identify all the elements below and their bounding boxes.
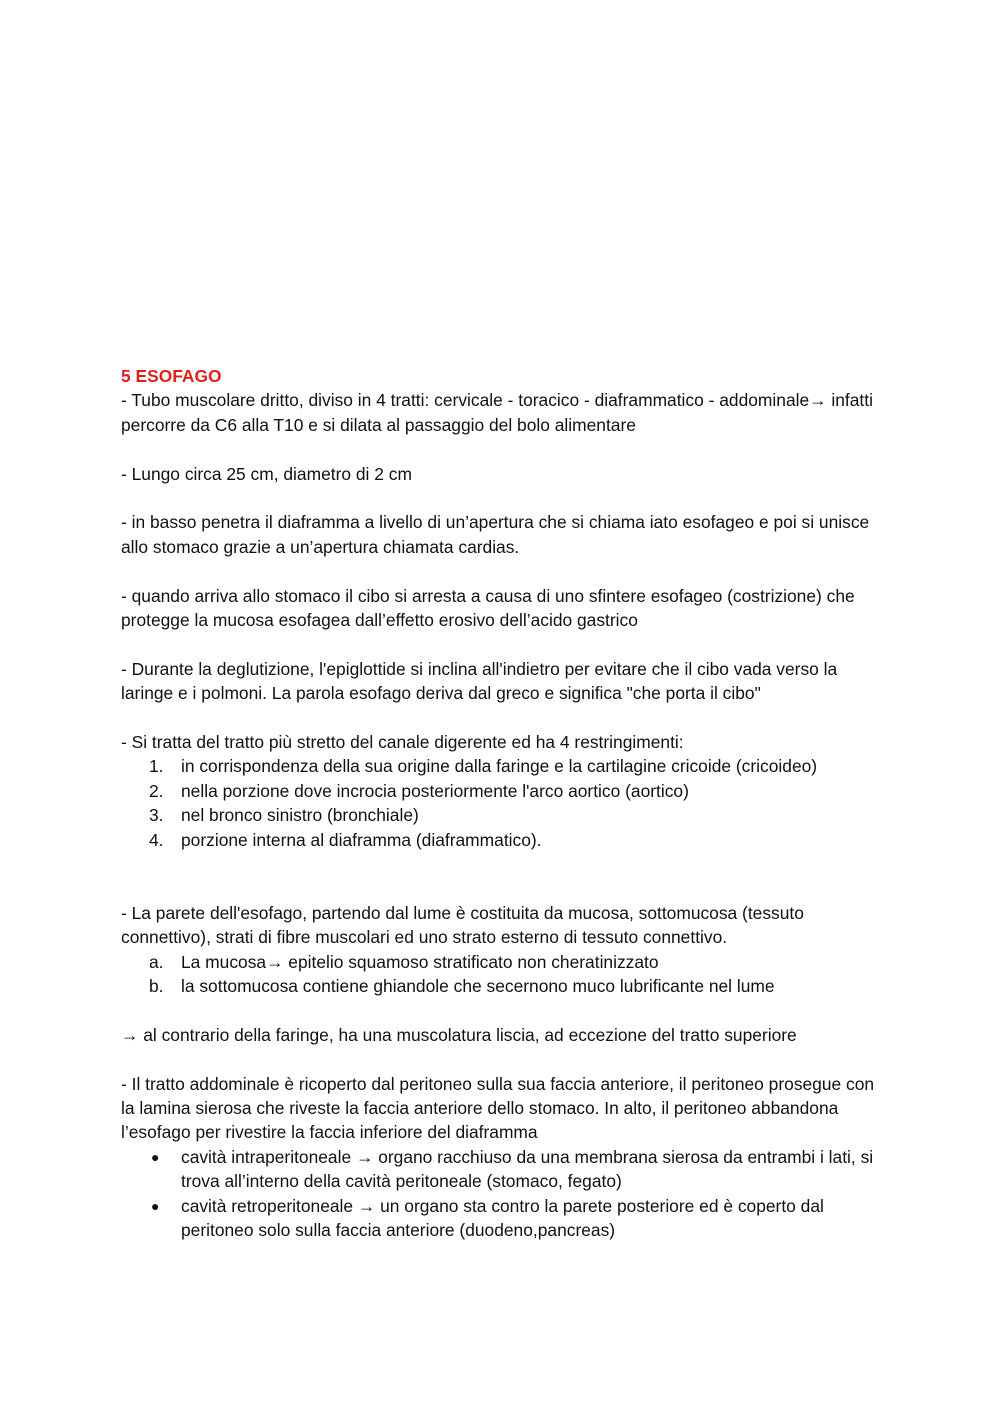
- paragraph-muscolatura: → al contrario della faringe, ha una muscolatura liscia, ad eccezione del tratto superiore: [121, 1024, 797, 1045]
- bullet-icon: ●: [151, 1148, 160, 1165]
- list-item-text: cavità intraperitoneale → organo racchiuso da una membrana sierosa da entrambi i lati, si trova all’interno della cavità peritoneale (stomaco, fegato): [181, 1146, 874, 1192]
- list-item: [121, 1145, 881, 1194]
- list-item: [121, 779, 881, 803]
- list-item: [121, 950, 881, 974]
- paragraph-tubo: - Tubo muscolare dritto, diviso in 4 tratti: cervicale - toracico - diaframmatico - addominale→ infatti percorre da C6 alla T10 e si dilata al passaggio del bolo alimentare: [121, 390, 873, 435]
- list-marker: 3.: [149, 805, 164, 826]
- list-item-text: nel bronco sinistro (bronchiale): [181, 805, 419, 826]
- list-item-text: La mucosa→ epitelio squamoso stratificato non cheratinizzato: [181, 951, 659, 972]
- paragraph-restringimenti: - Si tratta del tratto più stretto del canale digerente ed ha 4 restringimenti:: [121, 732, 684, 753]
- cavita-list: [121, 1145, 881, 1243]
- list-item-text: nella porzione dove incrocia posteriormente l'arco aortico (aortico): [181, 780, 689, 801]
- document-page: [121, 364, 881, 1243]
- restringimenti-list: [121, 754, 881, 852]
- list-item: [121, 974, 881, 998]
- parete-list: [121, 950, 881, 999]
- list-marker: 2.: [149, 780, 164, 801]
- paragraph-lunghezza: - Lungo circa 25 cm, diametro di 2 cm: [121, 463, 412, 484]
- list-item-text: cavità retroperitoneale → un organo sta contro la parete posteriore ed è coperto dal peritoneo solo sulla faccia anteriore (duodeno,pancreas): [181, 1195, 824, 1241]
- list-item: [121, 1194, 881, 1243]
- list-item-text: in corrispondenza della sua origine dalla faringe e la cartilagine cricoide (cricoideo): [181, 756, 818, 777]
- list-item-text: la sottomucosa contiene ghiandole che secernono muco lubrificante nel lume: [181, 976, 775, 997]
- list-item: [121, 754, 881, 778]
- paragraph-diaframma: - in basso penetra il diaframma a livello di un’apertura che si chiama iato esofageo e poi si unisce allo stomaco grazie a un’apertura chiamata cardias.: [121, 512, 870, 557]
- list-item-text: porzione interna al diaframma (diaframmatico).: [181, 829, 542, 850]
- paragraph-peritoneo: - Il tratto addominale è ricoperto dal peritoneo sulla sua faccia anteriore, il peritoneo prosegue con la lamina sierosa che riveste la faccia anteriore dello stomaco. In alto, il peritoneo abbandona l’esofago per rivestire la faccia inferiore del diaframma: [121, 1073, 875, 1143]
- paragraph-deglutizione: - Durante la deglutizione, l'epiglottide si inclina all'indietro per evitare che il cibo vada verso la laringe e i polmoni. La parola esofago deriva dal greco e significa "che porta il cibo": [121, 658, 838, 704]
- list-item: [121, 803, 881, 827]
- list-marker: b.: [149, 976, 164, 997]
- list-marker: a.: [149, 951, 164, 972]
- paragraph-sfintere: - quando arriva allo stomaco il cibo si arresta a causa di uno sfintere esofageo (costrizione) che protegge la mucosa esofagea dall’effetto erosivo dell’acido gastrico: [121, 585, 855, 631]
- list-item: [121, 828, 881, 852]
- list-marker: 4.: [149, 829, 164, 850]
- list-marker: 1.: [149, 756, 164, 777]
- paragraph-parete: - La parete dell'esofago, partendo dal lume è costituita da mucosa, sottomucosa (tessuto connettivo), strati di fibre muscolari ed uno strato esterno di tessuto connettivo.: [121, 902, 804, 948]
- section-title: 5 ESOFAGO: [121, 366, 222, 386]
- bullet-icon: ●: [151, 1197, 160, 1214]
